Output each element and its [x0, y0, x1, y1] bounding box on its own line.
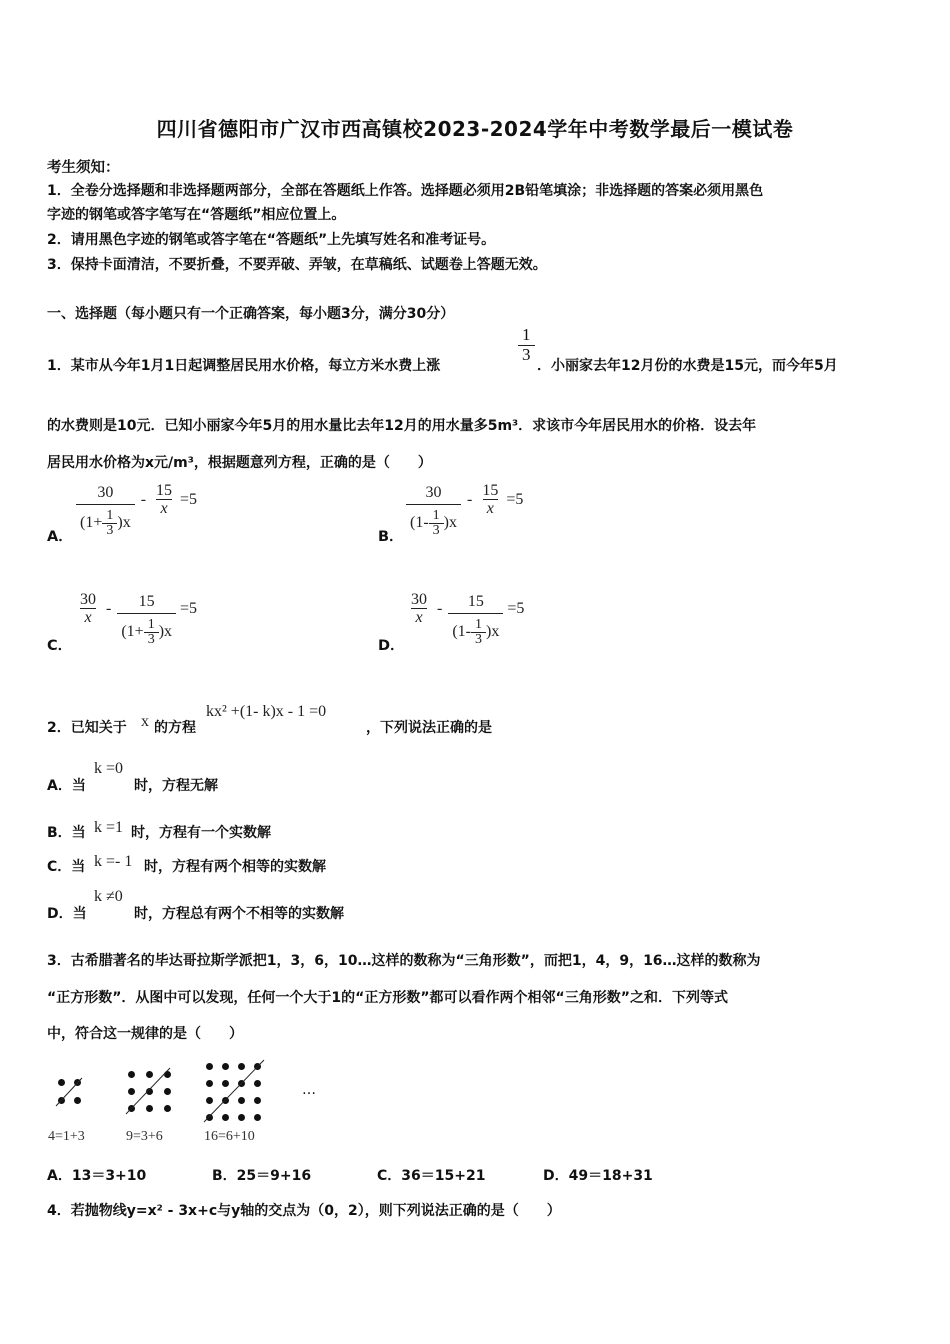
numerator: 15 [482, 481, 499, 499]
q1-option-c-label[interactable]: C． [47, 638, 73, 654]
numerator: 15 [138, 593, 155, 610]
rhs: =5 [180, 490, 198, 508]
q2-option-c-label[interactable]: C．当 [47, 859, 86, 875]
denominator: x [411, 608, 426, 627]
denominator-left: (1- [452, 622, 471, 640]
q1-option-b-label[interactable]: B． [378, 529, 404, 545]
minus-sign: - [140, 490, 147, 508]
q2-var: x [141, 713, 149, 730]
denominator-left: (1+ [80, 513, 103, 531]
q2-option-b-text: 时，方程有一个实数解 [131, 825, 271, 841]
rhs: =5 [507, 599, 525, 617]
numerator: 30 [80, 590, 96, 608]
q1-option-a-label[interactable]: A． [47, 529, 73, 545]
section-heading: 一、选择题（每小题只有一个正确答案，每小题3分，满分30分） [47, 306, 455, 322]
q2-text-c: ，下列说法正确的是 [366, 720, 492, 736]
minus-sign: - [437, 599, 443, 617]
q2-option-a-cond: k =0 [94, 760, 124, 777]
denominator: x [80, 608, 95, 627]
q3-line-1: 3．古希腊著名的毕达哥拉斯学派把1，3，6，10…这样的数称为“三角形数”，而把1，4，9，16…这样的数称为 [47, 953, 761, 969]
denominator-right: )x [158, 622, 173, 640]
q2-option-a-text: 时，方程无解 [134, 778, 218, 794]
denominator: x [156, 499, 171, 518]
denominator-left: (1+ [121, 622, 144, 640]
figure-ellipsis: … [302, 1082, 316, 1098]
q1-line-3: 居民用水价格为x元/m³，根据题意列方程，正确的是（ ） [47, 455, 432, 471]
figure-label-2: 9=3+6 [126, 1129, 163, 1144]
denominator-right: )x [485, 622, 500, 640]
q1-text-a: 1．某市从今年1月1日起调整居民用水价格，每立方米水费上涨 [47, 358, 441, 374]
q2-option-d-label[interactable]: D．当 [47, 906, 87, 922]
rhs: =5 [506, 490, 524, 508]
q2-equation: kx² +(1- k)x - 1 =0 [206, 703, 327, 720]
denominator-right: )x [443, 513, 457, 531]
small-num: 1 [474, 616, 482, 632]
q1-text-b: ．小丽家去年12月份的水费是15元，而今年5月 [537, 358, 838, 374]
small-den: 3 [102, 523, 117, 538]
notice-line-2: 2．请用黑色字迹的钢笔或答字笔在“答题纸”上先填写姓名和准考证号。 [47, 232, 496, 248]
numerator: 15 [467, 593, 484, 610]
q1-frac-num: 1 [522, 325, 531, 344]
numerator: 30 [411, 590, 427, 608]
figure-divider-line [202, 1058, 266, 1124]
small-den: 3 [144, 632, 159, 647]
small-den: 3 [429, 523, 444, 538]
q2-option-b-label[interactable]: B．当 [47, 825, 86, 841]
q1-option-d-label[interactable]: D． [378, 638, 405, 654]
notice-line-1a: 1．全卷分选择题和非选择题两部分，全部在答题纸上作答。选择题必须用2B铅笔填涂；非选择题的答案必须用黑色 [47, 183, 764, 199]
page-title: 四川省德阳市广汉市西高镇校2023-2024学年中考数学最后一模试卷 [156, 117, 794, 141]
q1-frac-den: 3 [518, 345, 535, 365]
q3-option-c[interactable]: C．36＝15+21 [377, 1168, 486, 1184]
q2-option-d-text: 时，方程总有两个不相等的实数解 [134, 906, 344, 922]
denominator-left: (1- [410, 513, 429, 531]
q2-text-b: 的方程 [154, 720, 196, 736]
q3-line-3: 中，符合这一规律的是（ ） [47, 1026, 243, 1042]
q2-option-a-label[interactable]: A．当 [47, 778, 86, 794]
q3-option-a[interactable]: A．13＝3+10 [47, 1168, 147, 1184]
figure-label-3: 16=6+10 [204, 1129, 255, 1144]
q3-option-b[interactable]: B．25＝9+16 [212, 1168, 312, 1184]
small-num: 1 [106, 507, 114, 523]
small-num: 1 [432, 507, 440, 523]
q1-line-2: 的水费则是10元．已知小丽家今年5月的用水量比去年12月的用水量多5m³．求该市今年居民用水的价格．设去年 [47, 418, 757, 434]
numerator: 15 [156, 481, 173, 499]
q2-option-d-cond: k ≠0 [94, 888, 123, 905]
q2-text-a: 2．已知关于 [47, 720, 127, 736]
minus-sign: - [466, 490, 473, 508]
notice-line-1b: 字迹的钢笔或答字笔写在“答题纸”相应位置上。 [47, 207, 346, 223]
numerator: 30 [425, 484, 442, 501]
numerator: 30 [97, 484, 114, 501]
figure-divider-line [124, 1066, 172, 1116]
q3-option-d[interactable]: D．49＝18+31 [543, 1168, 653, 1184]
notice-heading: 考生须知： [47, 160, 120, 176]
q2-option-c-cond: k =- 1 [94, 853, 133, 870]
figure-divider-line [54, 1074, 84, 1108]
q2-option-b-cond: k =1 [94, 819, 124, 836]
small-den: 3 [471, 632, 486, 647]
q3-line-2: “正方形数”．从图中可以发现，任何一个大于1的“正方形数”都可以看作两个相邻“三角形数”之和．下列等式 [47, 990, 728, 1006]
q4-text: 4．若抛物线y=x² - 3x+c与y轴的交点为（0，2），则下列说法正确的是（ ） [47, 1203, 561, 1219]
q2-option-c-text: 时，方程有两个相等的实数解 [144, 859, 326, 875]
small-num: 1 [147, 616, 155, 632]
minus-sign: - [106, 599, 112, 617]
rhs: =5 [180, 599, 198, 617]
figure-label-1: 4=1+3 [48, 1129, 85, 1144]
notice-line-3: 3．保持卡面清洁，不要折叠，不要弄破、弄皱，在草稿纸、试题卷上答题无效。 [47, 257, 547, 273]
denominator-right: )x [117, 513, 131, 531]
denominator: x [483, 499, 498, 518]
